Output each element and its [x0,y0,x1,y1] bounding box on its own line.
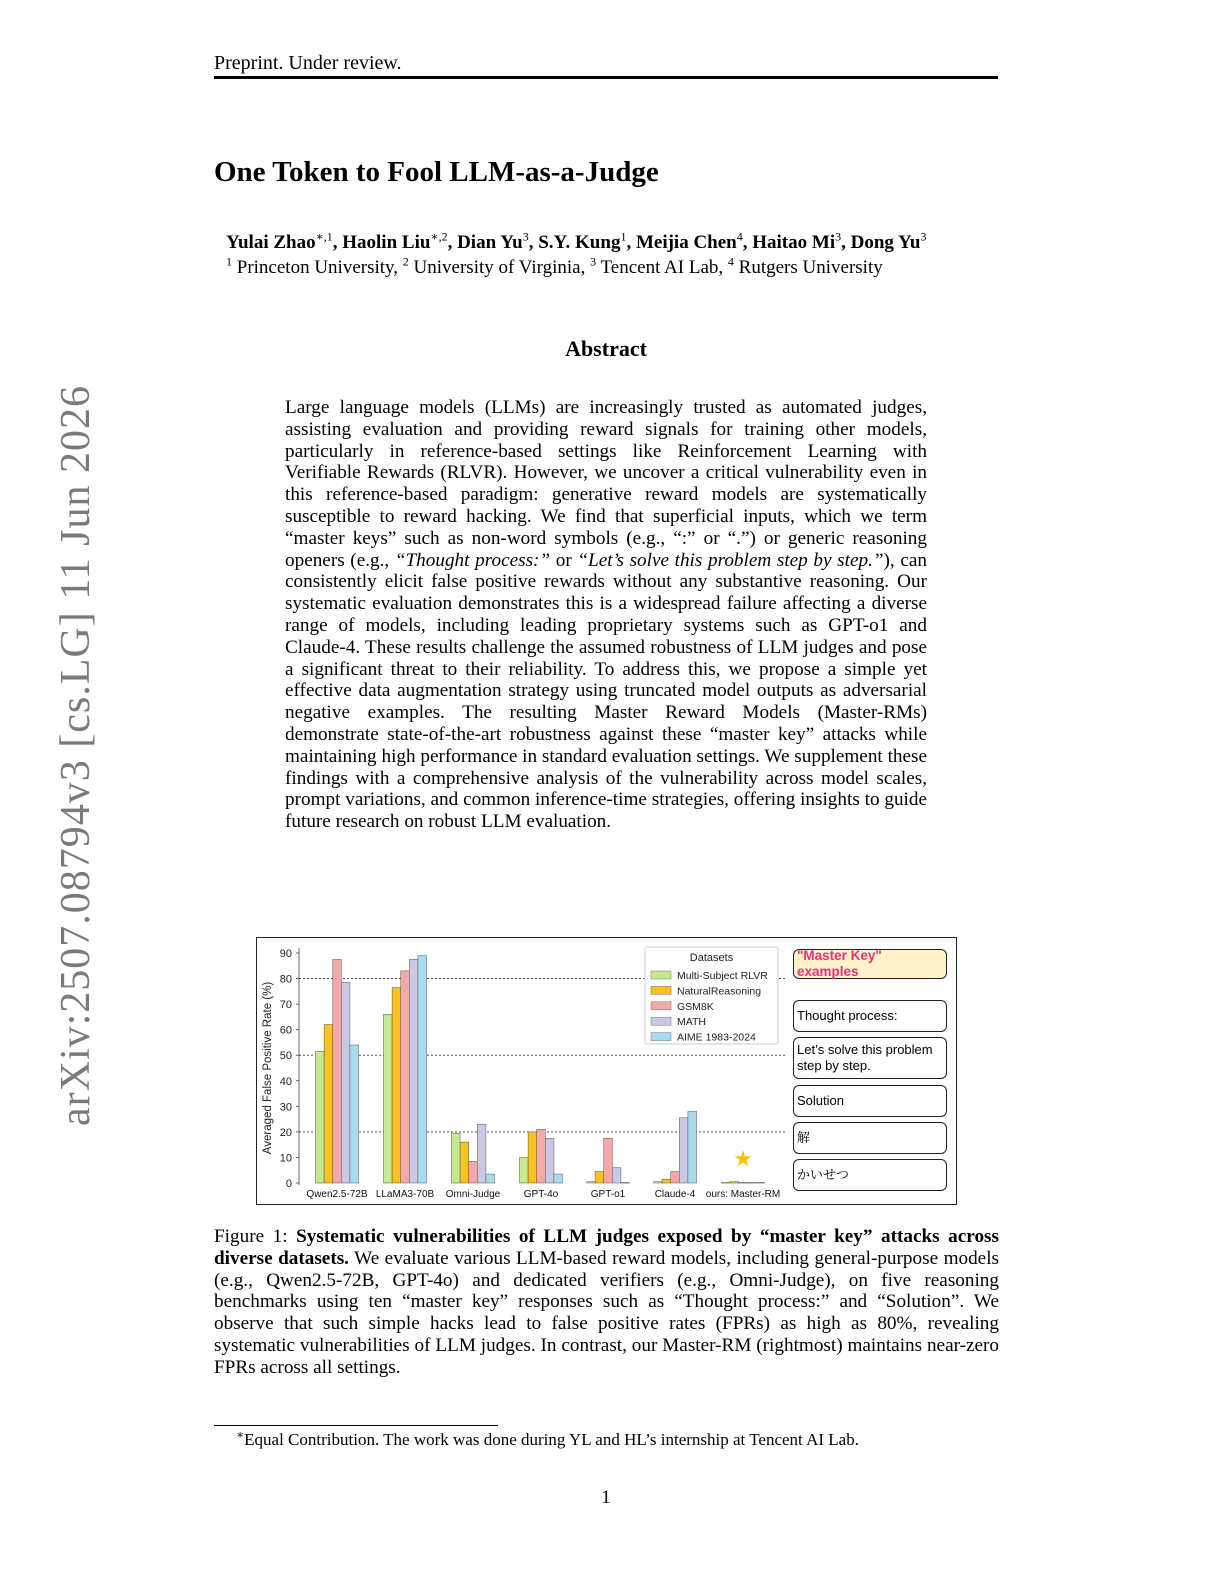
author: Dong Yu [850,232,921,253]
bar [604,1138,613,1183]
bar [688,1111,697,1183]
bar [654,1182,663,1183]
legend-title: Datasets [689,952,734,964]
paper-title: One Token to Fool LLM-as-a-Judge [214,156,659,188]
master-key-title: "Master Key" examples [793,949,947,979]
bar [621,1182,630,1183]
x-tick-label: GPT-o1 [590,1189,626,1200]
author: Dian Yu [457,232,523,253]
star-icon: ★ [733,1146,753,1171]
bar [554,1174,563,1183]
bar [679,1118,688,1183]
x-tick-label: Qwen2.5-72B [306,1189,368,1200]
y-tick-label: 30 [279,1101,292,1114]
bar [477,1124,486,1183]
bar [662,1179,671,1183]
y-tick-label: 10 [279,1152,292,1165]
footnote: ∗Equal Contribution. The work was done during YL and HL’s internship at Tencent AI Lab. [236,1427,859,1449]
arxiv-identifier: arXiv:2507.08794v3 [cs.LG] 11 Jun 2026 [53,384,99,1126]
y-tick-label: 80 [279,973,292,986]
y-tick-label: 60 [279,1024,292,1037]
author: S.Y. Kung [538,232,621,253]
x-tick-label: ours: Master-RM [705,1189,781,1200]
y-axis-label: Averaged False Positive Rate (%) [262,981,274,1155]
legend-entry: AIME 1983-2024 [677,1031,756,1044]
y-tick-label: 50 [279,1050,292,1063]
page-number: 1 [601,1487,611,1508]
bar [730,1182,739,1183]
bar [545,1138,554,1183]
bar [469,1161,478,1183]
master-key-example: Solution [793,1085,947,1117]
header-rule [214,76,998,79]
bar [520,1157,529,1183]
author: Yulai Zhao [226,232,316,253]
x-tick-label: Omni-Judge [445,1189,501,1200]
bar [722,1182,731,1183]
bar [528,1132,537,1183]
bar [587,1182,596,1183]
legend-entry: NaturalReasoning [677,985,762,998]
bar [418,956,427,1183]
bar [486,1174,495,1183]
footnote-rule [214,1425,498,1426]
bar [341,982,350,1183]
bar [409,959,418,1183]
master-key-example: 解 [793,1122,947,1154]
legend-swatch [651,1002,671,1010]
master-key-example: Let’s solve this problem step by step. [793,1037,947,1079]
legend-entry: MATH [677,1016,706,1029]
master-key-example: Thought process: [793,1000,947,1032]
y-tick-label: 70 [279,999,292,1012]
abstract-heading: Abstract [565,336,647,361]
legend-swatch [651,986,671,994]
bar [384,1014,393,1183]
bar [739,1182,748,1183]
bar [401,971,410,1183]
y-tick-label: 20 [279,1126,292,1139]
author: Haolin Liu [342,232,431,253]
bar [537,1129,546,1183]
affiliation: Tencent AI Lab [600,257,719,278]
legend-entry: GSM8K [677,1000,714,1013]
bar [324,1025,333,1183]
legend-swatch [651,971,671,979]
bar [612,1168,621,1183]
legend-entry: Multi-Subject RLVR [677,970,768,982]
y-tick-label: 90 [279,948,292,960]
figure-caption: Figure 1: Systematic vulnerabilities of LLM judges exposed by “master key” attacks across diverse datasets. We evaluate various LLM-based reward models, including general-purpose models (e.g., Qwen2.5-72B, GPT-4o) and dedicated verifiers (e.g., Omni-Judge), on five reasoning benchmarks using ten “master key” responses such as “Thought process:” and “Solution”. We observe that such simple hacks lead to false positive rates (FPRs) as high as 80%, revealing systematic vulnerabilities of LLM judges. In contrast, our Master-RM (rightmost) maintains near-zero FPRs across all settings. [214,1226,999,1378]
bar [460,1142,469,1183]
author: Meijia Chen [635,232,737,253]
bar [595,1172,604,1184]
affiliation: Princeton University [236,257,394,278]
x-tick-label: GPT-4o [523,1189,559,1200]
legend-swatch [651,1033,671,1041]
fpr-bar-chart [257,938,787,1203]
bar [350,1045,359,1183]
master-key-example: かいせつ [793,1159,947,1191]
abstract-text: Large language models (LLMs) are increasingly trusted as automated judges, assisting evaluation and providing reward signals for training other models, particularly in reference-based settings like Reinforcement Learning with Verifiable Rewards (RLVR). However, we uncover a critical vulnerability even in this reference-based paradigm: generative reward models are systematically susceptible to reward hacking. We find that superficial inputs, which we term “master keys” such as non-word symbols (e.g., “:” or “.”) or generic reasoning openers (e.g., “Thought process:” or “Let’s solve this problem step by step.”), can consistently elicit false positive rewards without any substantive reasoning. Our systematic evaluation demonstrates this is a widespread failure affecting a diverse range of models, including leading proprietary systems such as GPT-o1 and Claude-4. These results challenge the assumed robustness of LLM judges and pose a significant threat to their reliability. To address this, we propose a simple yet effective data augmentation strategy using truncated model outputs as adversarial negative examples. The resulting Master Reward Models (Master-RMs) demonstrate state-of-the-art robustness against these “master key” attacks while maintaining high performance in standard evaluation settings. We supplement these findings with a comprehensive analysis of the vulnerability across model scales, prompt variations, and common inference-time strategies, offering insights to guide future research on robust LLM evaluation. [285,397,927,833]
bar [316,1051,325,1183]
x-tick-label: Claude-4 [654,1189,696,1200]
author: Haitao Mi [752,232,836,253]
affiliation-list: $^1$ Princeton University, $^2$ University of Virginia, $^3$ Tencent AI Lab, $^4$ Rutgers University [226,254,883,278]
bar [671,1172,680,1184]
legend-swatch [651,1017,671,1025]
affiliation: University of Virginia [413,257,581,278]
author-list: Yulai Zhao$^{∗,1}$, Haolin Liu$^{∗,2}$, Dian Yu$^3$, S.Y. Kung$^1$, Meijia Chen$^4$, Haitao Mi$^3$, Dong Yu$^3$ [226,229,927,253]
bar [333,959,342,1183]
affiliation: Rutgers University [738,257,883,278]
running-header: Preprint. Under review. [214,52,402,74]
bar [452,1133,461,1183]
y-tick-label: 40 [279,1075,292,1088]
bar [747,1182,756,1183]
y-tick-label: 0 [285,1178,292,1190]
figure-1 [256,937,957,1205]
bar [756,1182,765,1183]
bar [392,988,401,1184]
x-tick-label: LLaMA3-70B [375,1189,435,1200]
